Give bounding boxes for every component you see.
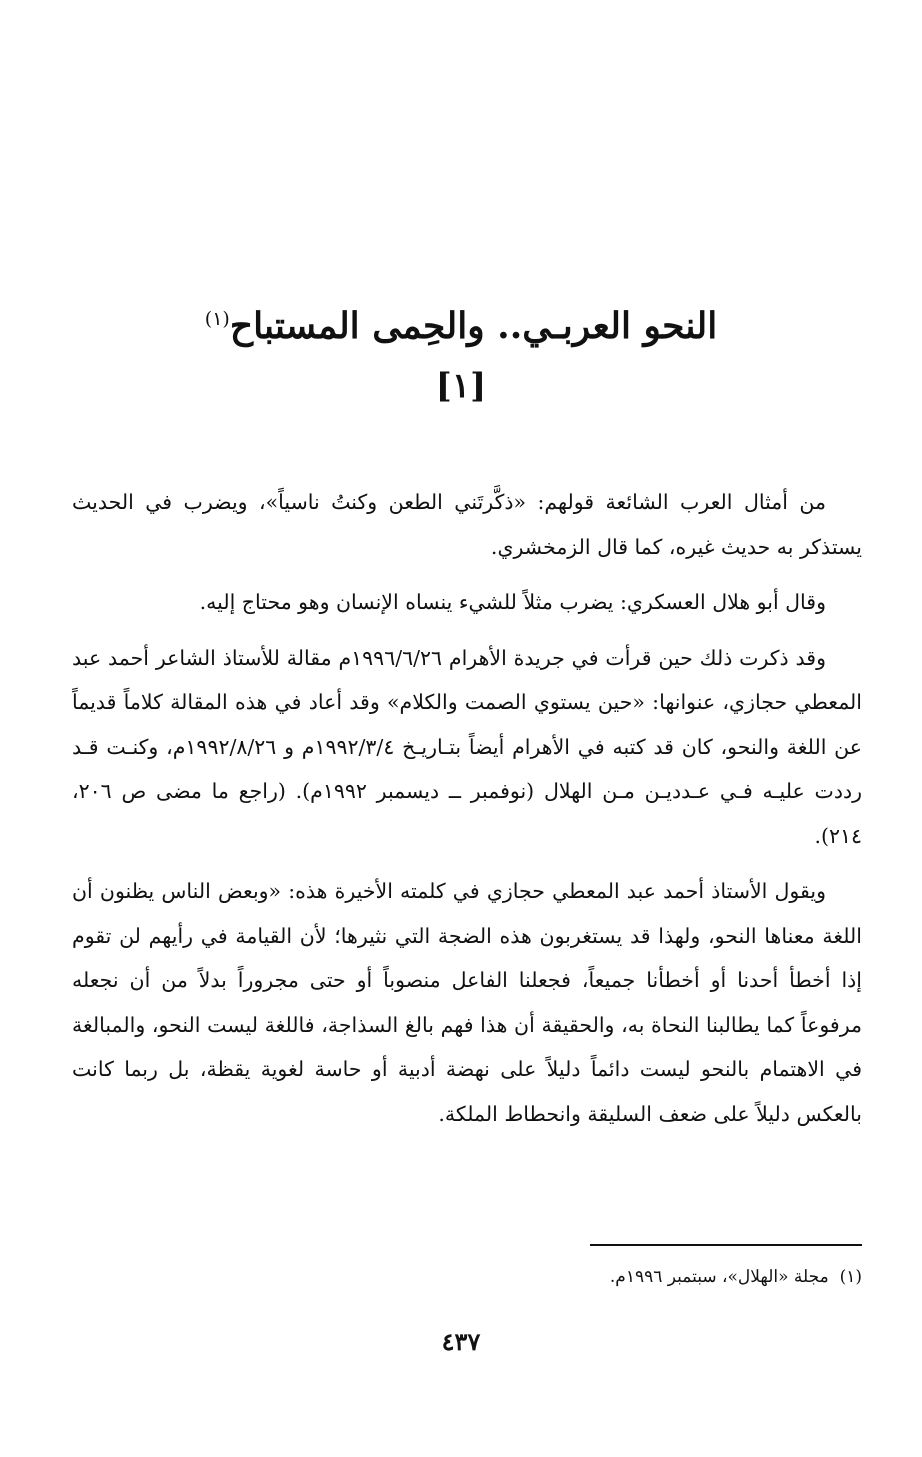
page-number: ٤٣٧ (441, 1327, 481, 1356)
paragraph-abu-hilal: وقال أبو هلال العسكري: يضرب مثلاً للشيء ينساه الإنسان وهو محتاج إليه. (199, 590, 826, 614)
title-footnote-marker[interactable]: (١) (204, 308, 230, 330)
paragraph-ahram-article: وقد ذكرت ذلك حين قرأت في جريدة الأهرام ١٩٩٦/٦/٢٦م مقالة للأستاذ الشاعر أحمد عبد المعطي حجازي، عنوانها: «حين يستوي الصمت والكلام» وقد أعاد في هذه المقالة كلاماً قديماً عن اللغة والنحو، كان قد كتبه في الأهرام أيضاً بتـاريـخ ١٩٩٢/٣/٤م و ١٩٩٢/٨/٢٦م، وكنـت قـد رددت عليـه فـي عـدديـن مـن الهلال (نوفمبر ــ ديسمبر ١٩٩٢م). (راجع ما مضى ص ٢٠٦، ٢١٤). (72, 645, 863, 848)
footnote-divider (590, 1244, 862, 1246)
footnote-text: مجلة «الهلال»، سبتمبر ١٩٩٦م. (609, 1267, 829, 1287)
footnote (72, 1262, 862, 1292)
paragraph-hijazi-quote: ويقول الأستاذ أحمد عبد المعطي حجازي في كلمته الأخيرة هذه: «وبعض الناس يظنون أن اللغة معناها النحو، ولهذا قد يستغربون هذه الضجة التي نثيرها؛ لأن القيامة في رأيهم لن تقوم إذا أخطأ أحدنا أو أخطأنا جميعاً، فجعلنا الفاعل منصوباً أو حتى مجروراً بدلاً من أن نجعله مرفوعاً كما يطالبنا النحاة به، والحقيقة أن هذا فهم بالغ السذاجة، فاللغة ليست النحو، والمبالغة في الاهتمام بالنحو ليست دائماً دليلاً على نهضة أدبية أو حاسة لغوية يقظة، بل ربما كانت بالعكس دليلاً على ضعف السليقة وانحطاط الملكة. (72, 879, 862, 1126)
footnote-marker: (١) (839, 1267, 862, 1287)
part-number: [١] (435, 366, 487, 406)
body-text (72, 480, 862, 1147)
paragraph-proverb: من أمثال العرب الشائعة قولهم: «ذكَّرتَني الطعن وكنتُ ناسياً»، ويضرب في الحديث يستذكر به حديث غيره، كما قال الزمخشري. (72, 490, 862, 559)
chapter-title-text: النحو العربـي.. والحِمى المستباح (229, 305, 718, 347)
chapter-title (60, 296, 862, 356)
